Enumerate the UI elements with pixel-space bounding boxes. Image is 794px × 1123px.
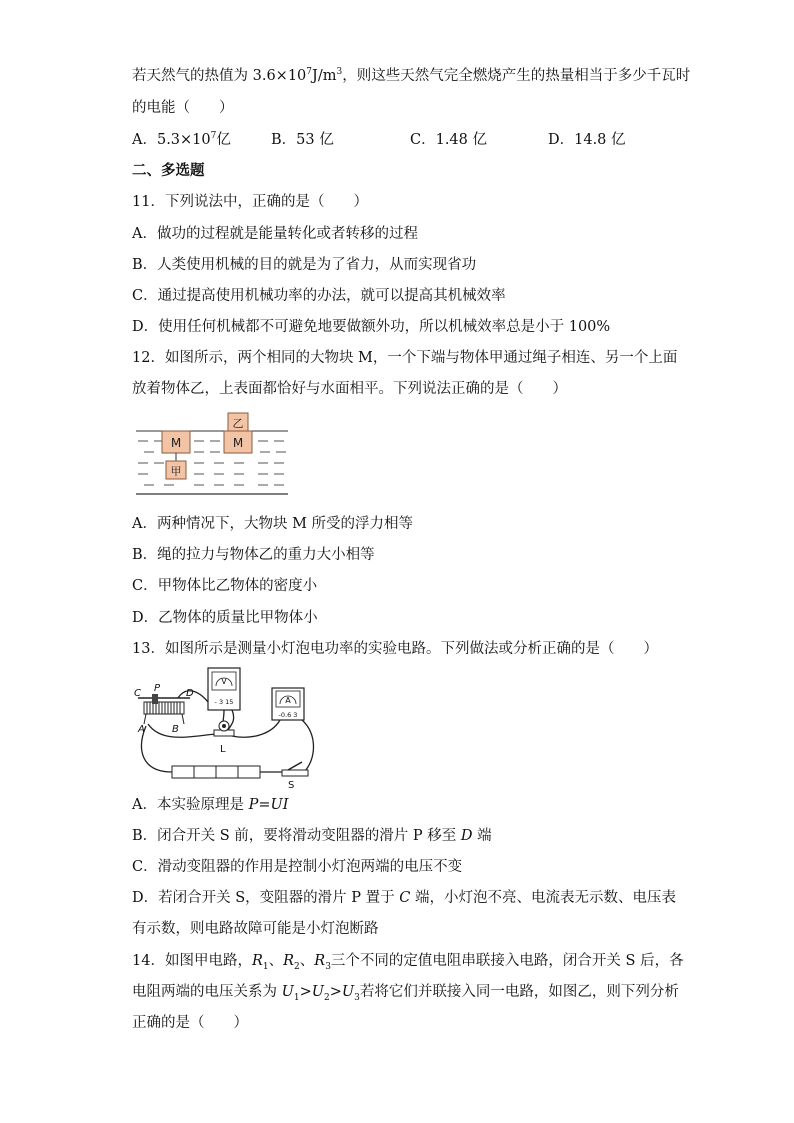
q11-option-b: B．人类使用机械的目的就是为了省力，从而实现省功 — [132, 257, 477, 273]
q10-option-b: B．53 亿 — [271, 132, 334, 148]
q11-option-a: A．做功的过程就是能量转化或者转移的过程 — [132, 226, 418, 242]
battery-cell-4 — [238, 766, 260, 778]
ammeter-terminals: -0.6 3 — [278, 711, 298, 719]
q12-option-a: A．两种情况下，大物块 M 所受的浮力相等 — [132, 516, 414, 532]
q10-option-c: C．1.48 亿 — [410, 132, 487, 148]
rheostat-slider — [152, 694, 158, 704]
battery-cell-1 — [172, 766, 194, 778]
q13-stem: 13．如图所示是测量小灯泡电功率的实验电路。下列做法或分析正确的是（ ） — [132, 641, 658, 657]
q12-stem-1: 12．如图所示，两个相同的大物块 M，一个下端与物体甲通过绳子相连、另一个上面 — [132, 350, 678, 366]
battery-cell-2 — [194, 766, 216, 778]
rheostat-leg-a — [144, 714, 146, 724]
q14-line-2: 电阻两端的电压关系为 $U_1>U_2>U_3$若将它们并联接入同一电路，如图乙，则下列分析 — [132, 984, 679, 1003]
q14-line-3: 正确的是（ ） — [132, 1015, 248, 1031]
q13-option-a: A．本实验原理是 P=UI — [132, 797, 289, 813]
label-a: A — [138, 724, 145, 735]
q11-option-d: D．使用任何机械都不可避免地要做额外功，所以机械效率总是小于 100% — [132, 319, 611, 335]
object-yi-label: 乙 — [232, 417, 244, 430]
q12-option-b: B．绳的拉力与物体乙的重力大小相等 — [132, 547, 375, 563]
q10-line-2: 的电能（ ） — [132, 100, 234, 116]
rheostat-leg-b — [182, 714, 184, 724]
bulb-filament — [222, 724, 226, 728]
q10-option-a: A．$5.3\times 10^7$亿 — [132, 131, 231, 148]
q12-figure-buoyancy — [134, 411, 290, 497]
ammeter-symbol: A — [285, 696, 291, 705]
q12-stem-2: 放着物体乙，上表面都恰好与水面相平。下列说法正确的是（ ） — [132, 381, 567, 397]
switch-lever — [288, 762, 302, 770]
q13-figure-circuit — [132, 664, 322, 790]
q13-option-c: C．滑动变阻器的作用是控制小灯泡两端的电压不变 — [132, 859, 463, 875]
label-l: L — [220, 744, 226, 755]
block-m-left-label: M — [170, 436, 182, 450]
voltmeter-terminals: - 3 15 — [214, 698, 234, 706]
q11-option-c: C．通过提高使用机械功率的办法，就可以提高其机械效率 — [132, 288, 506, 304]
q13-option-b: B．闭合开关 S 前，要将滑动变阻器的滑片 P 移至 D 端 — [132, 828, 492, 844]
q13-option-d-line-1: D．若闭合开关 S，变阻器的滑片 P 置于 C 端，小灯泡不亮、电流表无示数、电压表 — [132, 890, 676, 906]
q10-option-d: D．14.8 亿 — [548, 132, 626, 148]
q14-line-1: 14．如图甲电路，$R_1$、$R_2$、$R_3$三个不同的定值电阻串联接入电路，闭合开关 S 后，各 — [132, 953, 684, 972]
label-p: P — [154, 683, 161, 694]
water-dashes — [138, 441, 286, 485]
object-jia-label: 甲 — [170, 465, 182, 478]
voltmeter-symbol: V — [221, 677, 227, 686]
label-d: D — [186, 688, 194, 699]
switch-base — [282, 770, 308, 776]
q12-option-d: D．乙物体的质量比甲物体小 — [132, 610, 318, 626]
label-c: C — [134, 688, 141, 699]
block-m-right-label: M — [232, 436, 244, 450]
q12-option-c: C．甲物体比乙物体的密度小 — [132, 578, 318, 594]
section-title: 二、多选题 — [132, 162, 205, 179]
q10-line-1: 若天然气的热值为 $3.6\times 10^7J/m^3$，则这些天然气完全燃烧产生的热量相当于多少千瓦时 — [132, 67, 691, 84]
label-s: S — [288, 780, 295, 790]
label-b: B — [172, 724, 179, 735]
battery-cell-3 — [216, 766, 238, 778]
q13-option-d-line-2: 有示数，则电路故障可能是小灯泡断路 — [132, 921, 379, 937]
q11-stem: 11．下列说法中，正确的是（ ） — [132, 194, 368, 210]
